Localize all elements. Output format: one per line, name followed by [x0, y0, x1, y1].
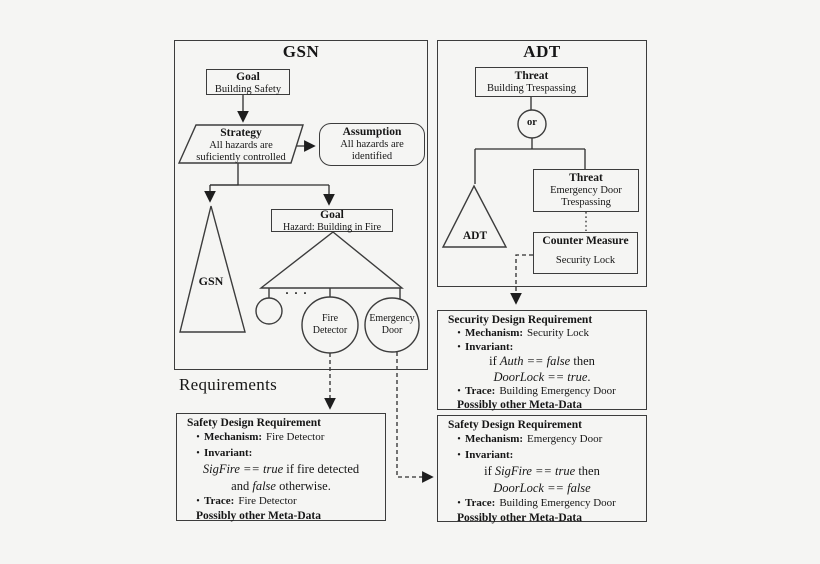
bullet-icon: •	[457, 341, 461, 353]
safety-fire-title: Safety Design Requirement	[187, 417, 321, 429]
ellipsis-dots: · · ·	[285, 286, 309, 300]
requirements-heading: Requirements	[179, 375, 278, 394]
or-gate-label: or	[527, 117, 537, 128]
expr-math: SigFire == true	[494, 464, 576, 478]
fire-label-line2: Detector	[312, 324, 348, 336]
safety-fire-invariant-line	[192, 446, 385, 462]
expr-post: if fire detected	[283, 462, 360, 476]
trace-label: Trace:	[465, 497, 496, 509]
goal-title: Goal	[236, 71, 260, 83]
security-trace-line	[453, 385, 646, 399]
emergency-door-label	[365, 313, 419, 336]
mechanism-label: Mechanism:	[204, 431, 263, 443]
security-invariant-expr2	[438, 370, 646, 386]
expr-math: false	[252, 478, 276, 493]
safety-fire-mechanism-line	[192, 430, 385, 446]
fire-label-line1: Fire	[321, 313, 339, 324]
security-req-footer: Possibly other Meta-Data	[457, 398, 582, 411]
trace-label: Trace:	[204, 495, 235, 507]
strategy-title: Strategy	[220, 127, 262, 139]
expr-post: .	[587, 369, 591, 384]
security-mechanism-line	[453, 327, 646, 341]
safety-door-trace-line	[453, 496, 646, 512]
bullet-icon: •	[457, 498, 461, 509]
fire-detector-label	[302, 313, 358, 336]
bullet-icon: •	[457, 449, 461, 461]
threat-door-title: Threat	[569, 172, 603, 184]
bullet-icon: •	[457, 386, 461, 397]
door-label-line2: Door	[381, 324, 403, 336]
adt-panel-title: ADT	[523, 42, 561, 61]
door-trace-dashed-arrow	[397, 352, 432, 477]
safety-design-requirement-fire-box	[176, 413, 386, 521]
counter-measure-body: Security Lock	[555, 254, 616, 266]
expr-post: then	[575, 464, 600, 478]
strategy-node-text	[181, 127, 301, 164]
expr-math: DoorLock == false	[493, 480, 591, 495]
expr-pre: if	[489, 354, 500, 368]
assumption-line1: All hazards are	[340, 138, 404, 150]
security-req-title: Security Design Requirement	[448, 314, 593, 326]
safety-door-invariant-expr1	[438, 463, 646, 480]
assumption-title: Assumption	[342, 126, 402, 138]
bullet-icon: •	[196, 496, 200, 507]
counter-measure-title: Counter Measure	[542, 235, 629, 247]
trace-value: Building Emergency Door	[499, 497, 616, 509]
safety-fire-invariant-expr1	[177, 461, 385, 478]
threat-top-title: Threat	[514, 70, 549, 82]
mechanism-value: Security Lock	[527, 327, 590, 339]
safety-fire-invariant-expr2	[177, 478, 385, 495]
bullet-icon: •	[457, 434, 461, 445]
trace-value: Building Emergency Door	[499, 385, 616, 397]
assumption-node	[319, 123, 425, 166]
security-invariant-expr1	[438, 354, 646, 370]
expr-pre: and	[231, 478, 253, 493]
threat-building-node	[475, 67, 588, 97]
goal-body: Building Safety	[214, 83, 282, 95]
goal-building-safety-node	[206, 69, 290, 95]
bullet-icon: •	[196, 447, 200, 459]
threat-door-line2: Trespassing	[561, 196, 611, 208]
expr-post: then	[570, 354, 595, 368]
bullet-icon: •	[457, 328, 461, 339]
counter-measure-node	[533, 232, 638, 274]
gsn-module-label: GSN	[198, 274, 224, 288]
invariant-label: Invariant:	[204, 446, 253, 459]
safety-door-invariant-expr2	[438, 480, 646, 497]
strategy-line2: suficiently controlled	[196, 151, 286, 163]
invariant-label: Invariant:	[465, 448, 514, 461]
threat-door-line1: Emergency Door	[550, 184, 622, 196]
security-design-requirement-box	[437, 310, 647, 410]
adt-module-label: ADT	[462, 230, 488, 242]
mechanism-value: Fire Detector	[266, 431, 325, 443]
safety-door-footer: Possibly other Meta-Data	[457, 511, 582, 524]
safety-door-invariant-line	[453, 448, 646, 464]
trace-label: Trace:	[465, 385, 496, 397]
threat-top-body: Building Trespassing	[487, 82, 576, 94]
goal-fire-title: Goal	[320, 209, 344, 221]
mechanism-label: Mechanism:	[465, 327, 524, 339]
expr-pre: if	[484, 464, 495, 478]
safety-door-title: Safety Design Requirement	[448, 419, 582, 431]
goal-fire-body: Hazard: Building in Fire	[282, 221, 382, 233]
threat-door-node	[533, 169, 639, 212]
expr-math: SigFire == true	[202, 462, 284, 476]
strategy-line1: All hazards are	[209, 139, 273, 151]
assumption-line2: identified	[351, 150, 393, 162]
safety-fire-trace-line	[192, 494, 385, 510]
safety-fire-footer: Possibly other Meta-Data	[196, 509, 321, 522]
expr-math: Auth == false	[499, 354, 571, 368]
safety-door-mechanism-line	[453, 432, 646, 448]
goal-hazard-fire-node	[271, 209, 393, 232]
mechanism-label: Mechanism:	[465, 433, 524, 445]
mechanism-value: Emergency Door	[527, 433, 603, 445]
expr-post: otherwise.	[275, 478, 331, 493]
trace-value: Fire Detector	[238, 495, 297, 507]
bullet-icon: •	[196, 432, 200, 443]
invariant-label: Invariant:	[465, 340, 514, 353]
door-label-line1: Emergency	[369, 313, 415, 324]
expr-math: DoorLock == true	[493, 369, 588, 384]
safety-design-requirement-door-box	[437, 415, 647, 522]
gsn-panel-title: GSN	[282, 42, 320, 61]
security-invariant-line	[453, 341, 646, 355]
